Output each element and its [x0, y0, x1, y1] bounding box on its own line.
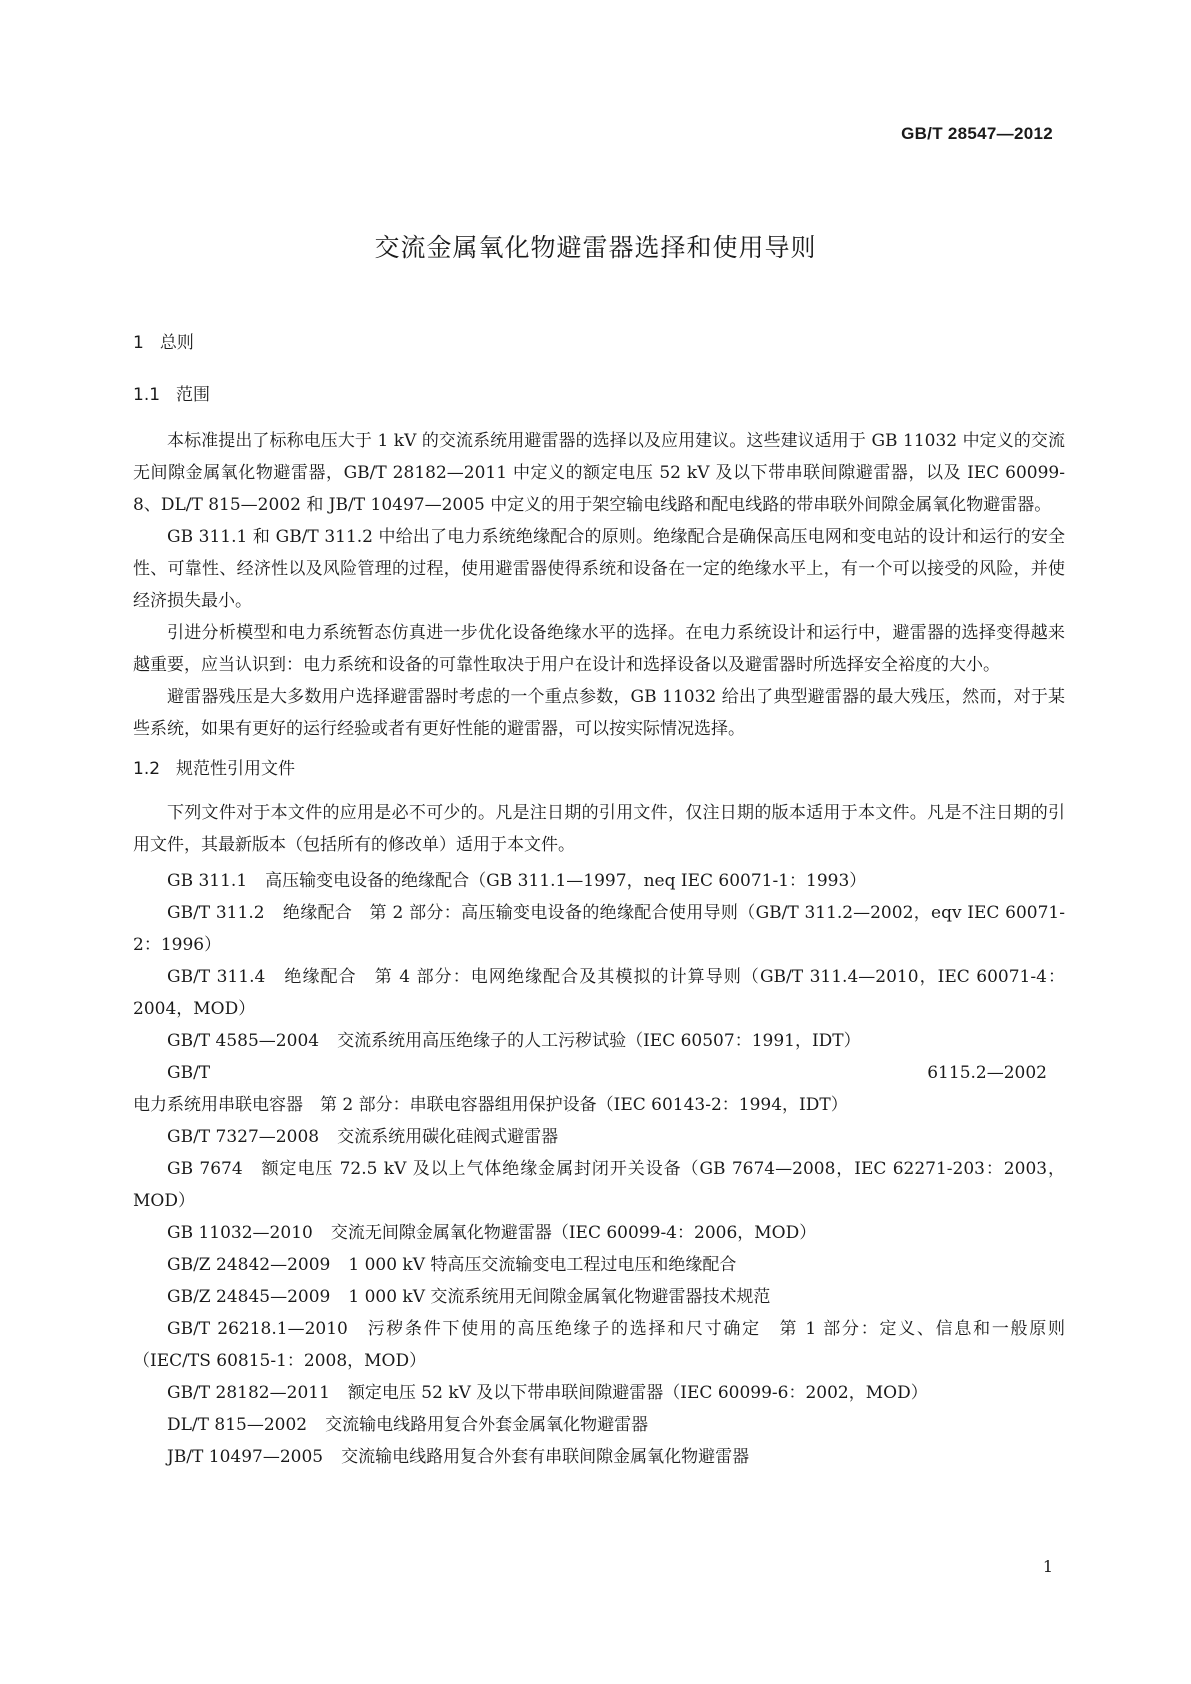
reference-code: GB/T 26218.1—2010	[167, 1319, 348, 1339]
reference-title: 1 000 kV 特高压交流输变电工程过电压和绝缘配合	[348, 1255, 737, 1275]
section-heading-1	[133, 327, 1065, 359]
references-intro: 下列文件对于本文件的应用是必不可少的。凡是注日期的引用文件，仅注日期的版本适用于本文件。凡是不注日期的引用文件，其最新版本（包括所有的修改单）适用于本文件。	[133, 803, 1065, 855]
section-number: 1.2	[133, 759, 161, 779]
reference-code: GB 11032—2010	[167, 1223, 313, 1243]
reference-item	[133, 1057, 1065, 1121]
section-number: 1	[133, 333, 144, 353]
scope-paragraph: 本标准提出了标称电压大于 1 kV 的交流系统用避雷器的选择以及应用建议。这些建议适用于 GB 11032 中定义的交流无间隙金属氧化物避雷器，GB/T 28182—2011 中定义的额定电压 52 kV 及以下带串联间隙避雷器，以及 IEC 60099-8、DL/T 815—2002 和 JB/T 10497—2005 中定义的用于架空输电线路和配电线路的带串联外间隙金属氧化物避雷器。	[133, 431, 1065, 515]
reference-code: GB 311.1	[167, 871, 248, 891]
reference-title: 绝缘配合 第 4 部分：电网绝缘配合及其模拟的计算导则（GB/T 311.4—2010，IEC 60071-4：2004，MOD）	[133, 967, 1065, 1019]
reference-code: DL/T 815—2002	[167, 1415, 308, 1435]
reference-code: GB/T 4585—2004	[167, 1031, 320, 1051]
reference-title: 交流无间隙金属氧化物避雷器（IEC 60099-4：2006，MOD）	[330, 1223, 817, 1243]
reference-title: 绝缘配合 第 2 部分：高压输变电设备的绝缘配合使用导则（GB/T 311.2—2002，eqv IEC 60071-2：1996）	[133, 903, 1065, 955]
reference-code: GB/T 6115.2—2002	[167, 1063, 1047, 1083]
reference-code: GB/T 311.2	[167, 903, 265, 923]
reference-title: 交流系统用碳化硅阀式避雷器	[337, 1127, 559, 1147]
reference-title: 高压输变电设备的绝缘配合（GB 311.1—1997，neq IEC 60071-1：1993）	[265, 871, 867, 891]
page-number: 1	[1042, 1557, 1053, 1576]
reference-item	[133, 1025, 1065, 1057]
reference-item	[133, 1377, 1065, 1409]
section-title: 范围	[176, 385, 211, 405]
reference-title: 交流输电线路用复合外套有串联间隙金属氧化物避雷器	[341, 1447, 750, 1467]
reference-code: GB 7674	[167, 1159, 243, 1179]
section-heading-1-1	[133, 379, 1065, 411]
reference-item	[133, 1281, 1065, 1313]
section-number: 1.1	[133, 385, 161, 405]
reference-title: 交流输电线路用复合外套金属氧化物避雷器	[325, 1415, 649, 1435]
reference-code: GB/Z 24842—2009	[167, 1255, 331, 1275]
reference-code: GB/T 311.4	[167, 967, 266, 987]
document-title: 交流金属氧化物避雷器选择和使用导则	[374, 233, 817, 262]
reference-item	[133, 897, 1065, 961]
reference-item	[133, 865, 1065, 897]
scope-paragraph: GB 311.1 和 GB/T 311.2 中给出了电力系统绝缘配合的原则。绝缘配合是确保高压电网和变电站的设计和运行的安全性、可靠性、经济性以及风险管理的过程，使用避雷器使得系统和设备在一定的绝缘水平上，有一个可以接受的风险，并使经济损失最小。	[133, 527, 1065, 611]
reference-item	[133, 1121, 1065, 1153]
scope-paragraph: 避雷器残压是大多数用户选择避雷器时考虑的一个重点参数，GB 11032 给出了典型避雷器的最大残压，然而，对于某些系统，如果有更好的运行经验或者有更好性能的避雷器，可以按实际情况选择。	[133, 687, 1065, 739]
reference-item	[133, 1217, 1065, 1249]
reference-code: GB/T 28182—2011	[167, 1383, 330, 1403]
reference-item	[133, 1153, 1065, 1217]
reference-title: 交流系统用高压绝缘子的人工污秽试验（IEC 60507：1991，IDT）	[337, 1031, 861, 1051]
reference-title: 1 000 kV 交流系统用无间隙金属氧化物避雷器技术规范	[348, 1287, 771, 1307]
reference-code: GB/Z 24845—2009	[167, 1287, 331, 1307]
section-title: 总则	[159, 333, 194, 353]
section-title: 规范性引用文件	[176, 759, 296, 779]
section-heading-1-2	[133, 753, 1065, 785]
document-body	[133, 327, 1065, 1473]
reference-item	[133, 1441, 1065, 1473]
reference-title: 额定电压 52 kV 及以下带串联间隙避雷器（IEC 60099-6：2002，MOD）	[347, 1383, 928, 1403]
reference-code: JB/T 10497—2005	[167, 1447, 324, 1467]
reference-item	[133, 1313, 1065, 1377]
reference-list	[133, 865, 1065, 1473]
reference-item	[133, 1409, 1065, 1441]
standard-number: GB/T 28547—2012	[901, 124, 1053, 143]
reference-title: 污秽条件下使用的高压绝缘子的选择和尺寸确定 第 1 部分：定义、信息和一般原则（IEC/TS 60815-1：2008，MOD）	[133, 1319, 1066, 1371]
reference-item	[133, 1249, 1065, 1281]
reference-item	[133, 961, 1065, 1025]
reference-title: 额定电压 72.5 kV 及以上气体绝缘金属封闭开关设备（GB 7674—2008，IEC 62271-203：2003，MOD）	[133, 1159, 1065, 1211]
reference-code: GB/T 7327—2008	[167, 1127, 320, 1147]
reference-title: 电力系统用串联电容器 第 2 部分：串联电容器组用保护设备（IEC 60143-2：1994，IDT）	[133, 1095, 848, 1115]
scope-paragraph: 引进分析模型和电力系统暂态仿真进一步优化设备绝缘水平的选择。在电力系统设计和运行中，避雷器的选择变得越来越重要，应当认识到：电力系统和设备的可靠性取决于用户在设计和选择设备以及避雷器时所选择安全裕度的大小。	[133, 623, 1065, 675]
